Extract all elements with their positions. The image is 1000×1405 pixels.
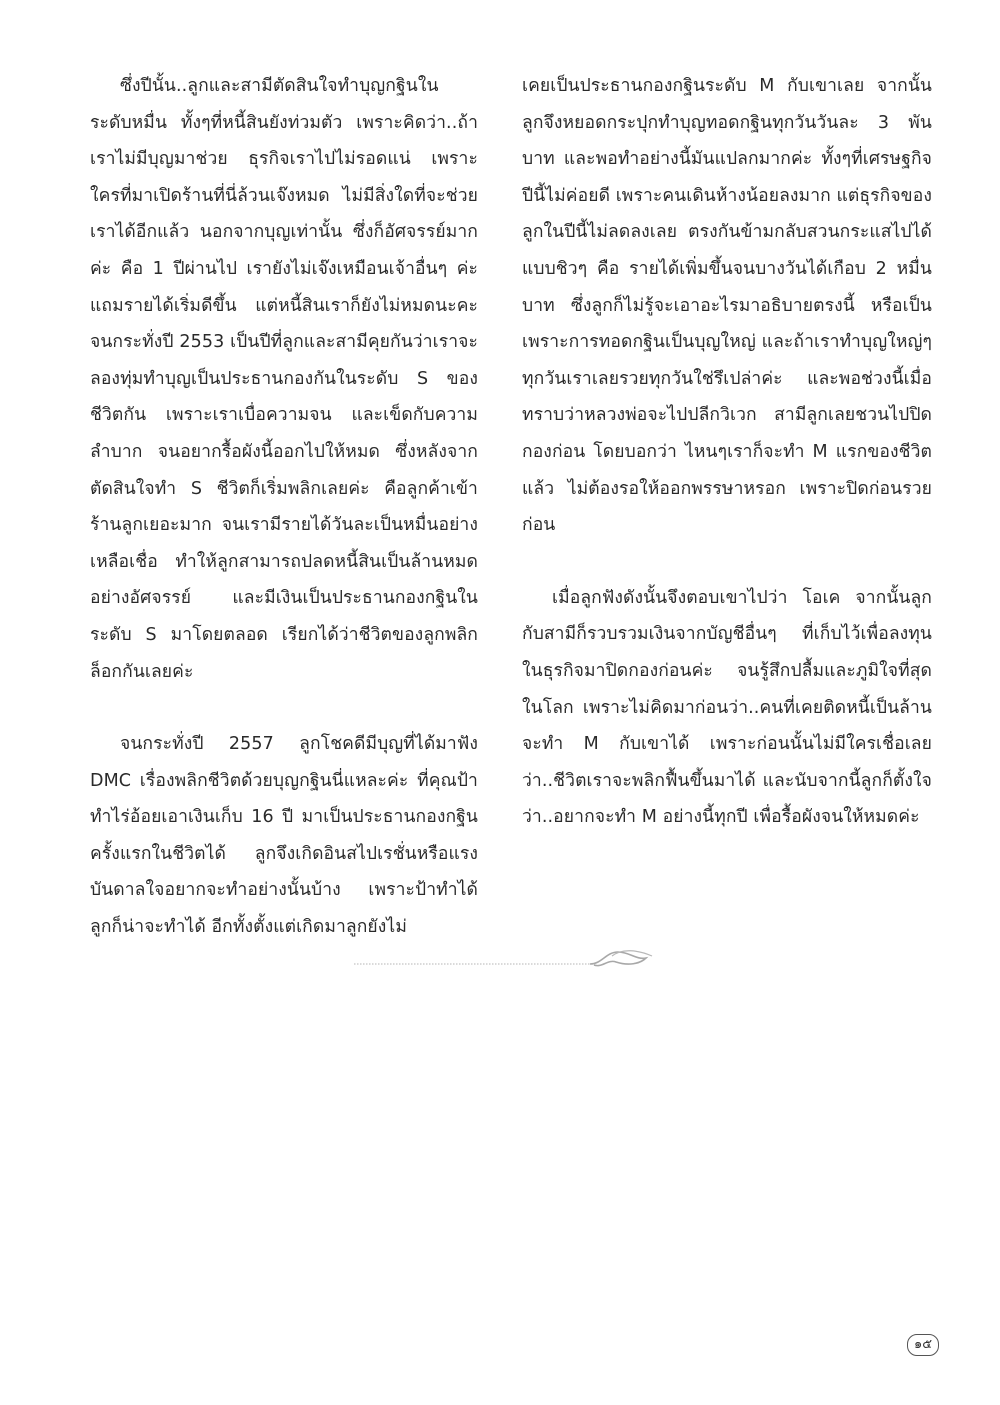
paragraph-3: เคยเป็นประธานกองกฐินระดับ M กับเขาเลย จากนั้นลูกจึงหยอดกระปุกทำบุญทอดกฐินทุกวันวันละ 3 พันบาท และพอทำอย่างนี้มันแปลกมากค่ะ ทั้งๆที่เศรษฐกิจปีนี้ไม่ค่อยดี เพราะคนเดินห้างน้อยลงมาก แต่ธุรกิจของลูกในปีนี้ไม่ลดลงเลย ตรงกันข้ามกลับสวนกระแสไปได้แบบชิวๆ คือ รายได้เพิ่มขึ้นจนบางวันได้เกือบ 2 หมื่นบาท ซึ่งลูกก็ไม่รู้จะเอาอะไรมาอธิบายตรงนี้ หรือเป็นเพราะการทอดกฐินเป็นบุญใหญ่ และถ้าเราทำบุญใหญ่ๆ ทุกวันเราเลยรวยทุกวันใช่รึเปล่าค่ะ และพอช่วงนี้เมื่อทราบว่าหลวงพ่อจะไปปลีกวิเวก สามีลูกเลยชวนไปปิดกองก่อน โดยบอกว่า ไหนๆเราก็จะทำ M แรกของชีวิตแล้ว ไม่ต้องรอให้ออกพรรษาหรอก เพราะปิดก่อนรวยก่อน	[522, 76, 932, 536]
paragraph-2: จนกระทั่งปี 2557 ลูกโชคดีมีบุญที่ได้มาฟัง DMC เรื่องพลิกชีวิตด้วยบุญกฐินนี่แหละค่ะ ที่คุณป้าทำไร่อ้อยเอาเงินเก็บ 16 ปี มาเป็นประธานกองกฐินครั้งแรกในชีวิตได้ ลูกจึงเกิดอินสไปเรชั่นหรือแรงบันดาลใจอยากจะทำอย่างนั้นบ้าง เพราะป้าทำได้ ลูกก็น่าจะทำได้ อีกทั้งตั้งแต่เกิดมาลูกยังไม่	[90, 734, 478, 938]
paragraph-1: ซึ่งปีนั้น..ลูกและสามีตัดสินใจทำบุญกฐินในระดับหมื่น ทั้งๆที่หนี้สินยังท่วมตัว เพราะคิดว่า..ถ้าเราไม่มีบุญมาช่วย ธุรกิจเราไปไม่รอดแน่ เพราะใครที่มาเปิดร้านที่นี่ล้วนเจ๊งหมด ไม่มีสิ่งใดที่จะช่วยเราได้อีกแล้ว นอกจากบุญเท่านั้น ซึ่งก็อัศจรรย์มากค่ะ คือ 1 ปีผ่านไป เรายังไม่เจ๊งเหมือนเจ้าอื่นๆ ค่ะ แถมรายได้เริ่มดีขึ้น แต่หนี้สินเราก็ยังไม่หมดนะคะ จนกระทั่งปี 2553 เป็นปีที่ลูกและสามีคุยกันว่าเราจะลองทุ่มทำบุญเป็นประธานกองกันในระดับ S ของชีวิตกัน เพราะเราเบื่อความจน และเข็ดกับความลำบาก จนอยากรื้อผังนี้ออกไปให้หมด ซึ่งหลังจากตัดสินใจทำ S ชีวิตก็เริ่มพลิกเลยค่ะ คือลูกค้าเข้าร้านลูกเยอะมาก จนเรามีรายได้วันละเป็นหมื่นอย่างเหลือเชื่อ ทำให้ลูกสามารถปลดหนี้สินเป็นล้านหมดอย่างอัศจรรย์ และมีเงินเป็นประธานกองกฐินในระดับ S มาโดยตลอด เรียกได้ว่าชีวิตของลูกพลิกล็อกกันเลยค่ะ	[90, 76, 478, 682]
left-column	[90, 68, 478, 946]
paragraph-4: เมื่อลูกฟังดังนั้นจึงตอบเขาไปว่า โอเค จากนั้นลูกกับสามีก็รวบรวมเงินจากบัญชีอื่นๆ ที่เก็บไว้เพื่อลงทุนในธุรกิจมาปิดกองก่อนค่ะ จนรู้สึกปลื้มและภูมิใจที่สุดในโลก เพราะไม่คิดมาก่อนว่า..คนที่เคยติดหนี้เป็นล้านจะทำ M กับเขาได้ เพราะก่อนนั้นไม่มีใครเชื่อเลยว่า..ชีวิตเราจะพลิกฟื้นขึ้นมาได้ และนับจากนี้ลูกก็ตั้งใจว่า..อยากจะทำ M อย่างนี้ทุกปี เพื่อรื้อผังจนให้หมดค่ะ	[522, 587, 932, 828]
right-column	[522, 68, 932, 836]
page-number: ๑๕	[907, 1334, 939, 1356]
swirl-ornament-icon	[350, 940, 660, 974]
